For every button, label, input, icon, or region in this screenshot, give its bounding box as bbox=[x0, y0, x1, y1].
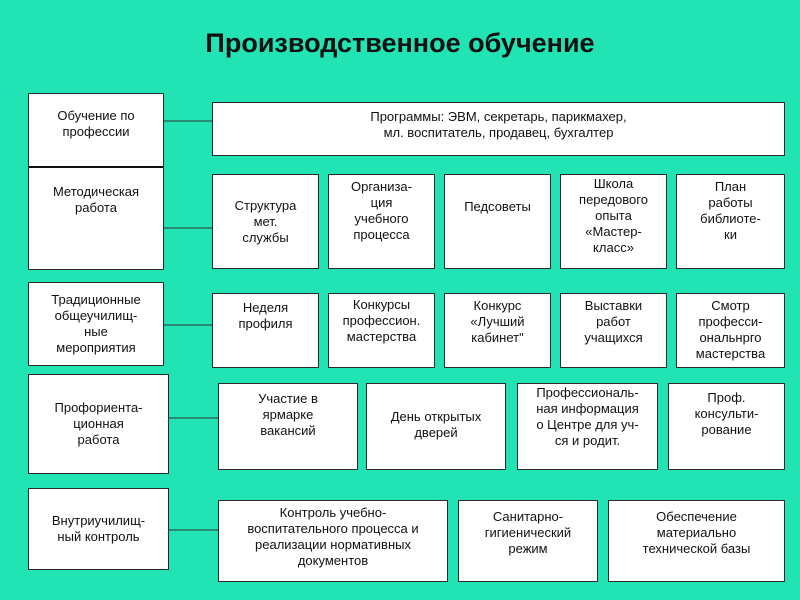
category-career bbox=[28, 374, 169, 474]
traditional-item bbox=[328, 293, 435, 368]
programs-label: Программы: ЭВМ, секретарь, парикмахер, мл. воспитатель, продавец, бухгалтер bbox=[370, 109, 627, 140]
traditional-item bbox=[676, 293, 785, 368]
control-item bbox=[608, 500, 785, 582]
category-control bbox=[28, 488, 169, 570]
traditional-item bbox=[560, 293, 667, 368]
traditional-item-label: Выставки работ учащихся bbox=[584, 298, 643, 345]
category-professional-methodical bbox=[28, 93, 164, 270]
methodical-item bbox=[560, 174, 667, 269]
career-item bbox=[218, 383, 358, 470]
methodical-item bbox=[444, 174, 551, 269]
control-item bbox=[218, 500, 448, 582]
control-item-label: Санитарно- гигиенический режим bbox=[484, 509, 572, 556]
traditional-item-label: Смотр професси- ональнрго мастерства bbox=[695, 298, 766, 361]
category-career-label: Профориента- ционная работа bbox=[54, 400, 143, 447]
methodical-item bbox=[676, 174, 785, 269]
traditional-item bbox=[444, 293, 551, 368]
methodical-item-label: План работы библиоте- ки bbox=[700, 179, 761, 242]
control-item-label: Контроль учебно- воспитательного процесса и реализации нормативных документов bbox=[247, 505, 419, 568]
category-divider bbox=[29, 166, 163, 168]
career-item-label: Участие в ярмарке вакансий bbox=[258, 391, 318, 438]
career-item-label: Профессиональ- ная информация о Центре для уч- ся и родит. bbox=[536, 385, 639, 448]
traditional-item-label: Конкурсы профессион. мастерства bbox=[342, 297, 421, 344]
traditional-item-label: Конкурс «Лучший кабинет" bbox=[470, 298, 525, 345]
methodical-item-label: Педсоветы bbox=[464, 199, 531, 214]
methodical-item-label: Организа- ция учебного процесса bbox=[351, 179, 412, 242]
methodical-item bbox=[212, 174, 319, 269]
career-item-label: Проф. консульти- рование bbox=[694, 390, 759, 437]
programs-box bbox=[212, 102, 785, 156]
control-item bbox=[458, 500, 598, 582]
career-item bbox=[668, 383, 785, 470]
career-item bbox=[517, 383, 658, 470]
methodical-item bbox=[328, 174, 435, 269]
traditional-item bbox=[212, 293, 319, 368]
methodical-item-label: Структура мет. службы bbox=[234, 197, 297, 245]
category-professional-label: Обучение по профессии bbox=[57, 108, 135, 139]
career-item bbox=[366, 383, 506, 470]
page-title: Производственное обучение bbox=[205, 28, 595, 58]
control-item-label: Обеспечение материально технической базы bbox=[642, 509, 751, 556]
category-traditional-label: Традиционные общеучилищ- ные мероприятия bbox=[51, 292, 141, 355]
traditional-item-label: Неделя профиля bbox=[238, 300, 293, 331]
methodical-item-label: Школа передового опыта «Мастер- класс» bbox=[579, 176, 648, 255]
category-methodical-label: Методическая работа bbox=[52, 184, 140, 215]
category-control-label: Внутриучилищ- ный контроль bbox=[51, 513, 146, 544]
career-item-label: День открытых дверей bbox=[390, 409, 482, 440]
category-traditional bbox=[28, 282, 164, 366]
